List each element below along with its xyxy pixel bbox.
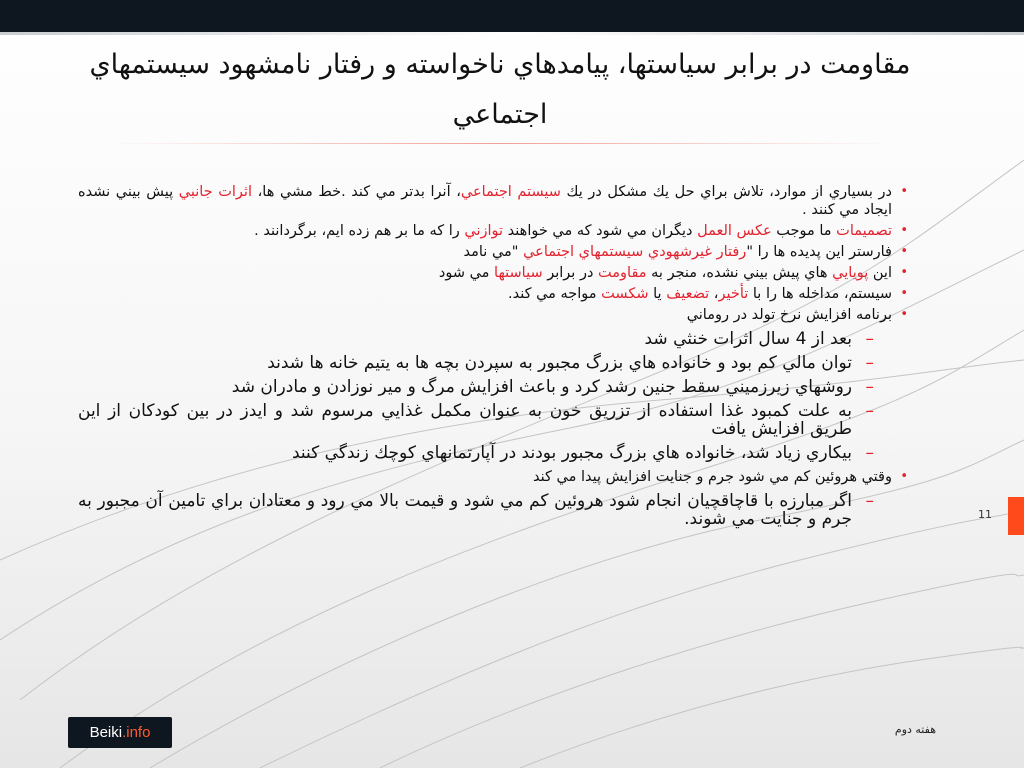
bullet-text: را كه ما بر هم زده ايم، برگردانند . <box>254 223 465 239</box>
bullet-text: "مي نامد <box>463 244 524 260</box>
bullet-text: هاي پيش بيني نشده، منجر به <box>646 265 833 281</box>
highlight-term: اثرات جانبي <box>178 184 252 200</box>
bullet-item <box>78 468 908 528</box>
sub-bullet-item: – روشهاي زيرزميني سقط جنين رشد كرد و باعث افزايش مرگ و مير نوزادن و مادران شد <box>78 378 892 396</box>
bullet-text: مواجه مي كند. <box>507 286 602 302</box>
highlight-term: عكس العمل <box>697 223 772 239</box>
page-marker-tab <box>1008 497 1024 535</box>
logo-name: Beiki <box>89 724 123 741</box>
bullet-item <box>78 243 908 261</box>
bullet-item <box>78 285 908 303</box>
slide-body <box>78 183 908 534</box>
bullet-text: يا <box>648 286 667 302</box>
highlight-term: سياستها <box>494 265 543 281</box>
bullet-text: ديگران مي شود كه مي خواهند <box>503 223 698 239</box>
footer-text: هفته دوم <box>894 723 936 736</box>
sub-bullet-item: – بعد از 4 سال اثرات خنثي شد <box>78 330 892 348</box>
bullet-text: ، <box>709 286 719 302</box>
highlight-term: توازني <box>464 223 504 239</box>
bullet-text: ما موجب <box>771 223 837 239</box>
sub-bullet-list <box>78 492 892 528</box>
highlight-term: رفتار غيرشهودي سيستمهاي اجتماعي <box>523 244 747 260</box>
bullet-item <box>78 183 908 219</box>
bullet-text: در برابر <box>542 265 599 281</box>
sub-bullet-list <box>78 330 892 462</box>
top-bar <box>0 0 1024 32</box>
highlight-term: مقاومت <box>598 265 647 281</box>
sub-bullet-item: – اگر مبارزه با قاچاقچيان انجام شود هروئين كم مي شود و قيمت بالا مي رود و معتادان براي تامين آن مجبور به جرم و جنايت مي شوند. <box>78 492 892 528</box>
highlight-term: پويايي <box>832 265 869 281</box>
highlight-term: شكست <box>601 286 649 302</box>
bullet-text: اين <box>868 265 892 281</box>
sub-bullet-item: – توان مالي كم بود و خانواده هاي بزرگ مجبور به سپردن بچه ها به يتيم خانه ها شدند <box>78 354 892 372</box>
sub-bullet-item: – به علت كمبود غذا استفاده از تزريق خون به عنوان مكمل غذايي مرسوم شد و ايدز در بين كودكان از اين طريق افزايش يافت <box>78 402 892 438</box>
highlight-term: تأخير <box>718 286 749 302</box>
bullet-text: سيستم، مداخله ها را با <box>748 286 892 302</box>
logo-tld: .info <box>122 724 151 741</box>
title-underline <box>110 143 890 144</box>
highlight-term: تصميمات <box>836 223 892 239</box>
bullet-text: مي شود <box>438 265 495 281</box>
bullet-text: فارستر اين پديده ها را " <box>746 244 892 260</box>
top-bar-rule <box>0 32 1024 35</box>
bullet-text: در بسياري از موارد، تلاش براي حل يك مشكل در يك <box>560 184 892 200</box>
slide-title: مقاومت در برابر سياستها، پيامدهاي ناخواسته و رفتار نامشهود سيستمهاي اجتماعي <box>89 49 911 130</box>
page-number: 11 <box>978 508 992 521</box>
sub-bullet-item: – بيكاري زياد شد، خانواده هاي بزرگ مجبور بودند در آپارتمانهاي كوچك زندگي كنند <box>78 444 892 462</box>
highlight-term: تضعيف <box>666 286 710 302</box>
highlight-term: سيستم اجتماعي <box>460 184 561 200</box>
bullet-item <box>78 306 908 462</box>
bullet-text: برنامه افزايش نرخ تولد در روماني <box>686 307 892 323</box>
bullet-text: وقتي هروئين كم مي شود جرم و جنايت افزايش پيدا مي كند <box>533 469 892 485</box>
bullet-text: ، آنرا بدتر مي كند .خط مشي ها، <box>252 184 461 200</box>
brand-logo <box>68 717 172 748</box>
bullet-list <box>78 183 908 528</box>
bullet-text: پيش بيني نشده ايجاد مي كنند . <box>78 184 892 218</box>
bullet-item <box>78 222 908 240</box>
bullet-item <box>78 264 908 282</box>
